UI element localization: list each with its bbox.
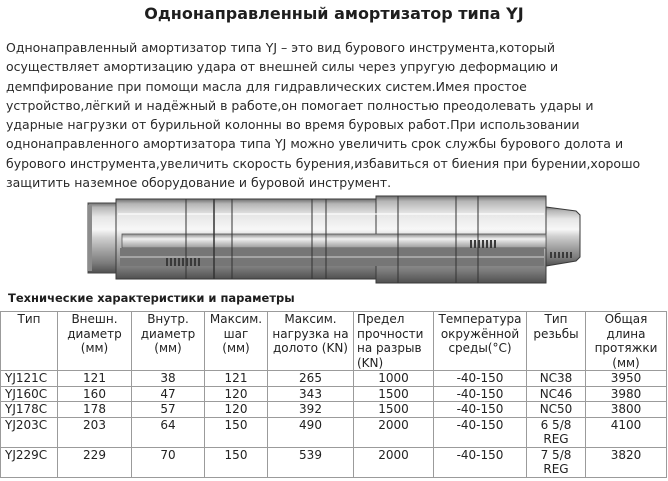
header-max-bit-load: Максим. нагрузка на долото (KN) (268, 312, 354, 371)
thread-section-pin (550, 252, 574, 258)
table-row (1, 371, 667, 387)
table-row (1, 447, 667, 477)
header-overall-length: Общая длина протяжки (мм) (586, 312, 667, 371)
cell-max-bit-load: 343 (268, 386, 354, 402)
cell-ambient-temperature: -40-150 (434, 386, 527, 402)
cell-tensile-strength: 2000 (354, 447, 434, 477)
cell-thread-type: NC46 (527, 386, 586, 402)
cell-thread-type: 7 5/8 REG (527, 447, 586, 477)
cell-max-bit-load: 265 (268, 371, 354, 387)
header-ambient-temperature: Температура окружённой среды(°C) (434, 312, 527, 371)
cell-overall-length: 3980 (586, 386, 667, 402)
cell-outer-diameter: 121 (58, 371, 132, 387)
cell-ambient-temperature: -40-150 (434, 402, 527, 418)
cell-type: YJ178C (1, 402, 58, 418)
specs-heading: Технические характеристики и параметры (8, 291, 295, 305)
cell-thread-type: NC50 (527, 402, 586, 418)
cell-inner-diameter: 64 (132, 417, 205, 447)
cell-tensile-strength: 1000 (354, 371, 434, 387)
cell-max-bit-load: 392 (268, 402, 354, 418)
header-inner-diameter: Внутр. диаметр (мм) (132, 312, 205, 371)
cell-max-bit-load: 490 (268, 417, 354, 447)
cell-tensile-strength: 1500 (354, 386, 434, 402)
thread-section-left (166, 258, 202, 266)
left-box-end (88, 203, 118, 273)
cell-type: YJ203C (1, 417, 58, 447)
header-max-stroke: Максим. шаг (мм) (205, 312, 268, 371)
cell-max-bit-load: 539 (268, 447, 354, 477)
cell-type: YJ229C (1, 447, 58, 477)
seal-rings (470, 240, 496, 248)
cell-overall-length: 4100 (586, 417, 667, 447)
cell-type: YJ160C (1, 386, 58, 402)
cell-inner-diameter: 38 (132, 371, 205, 387)
cell-ambient-temperature: -40-150 (434, 371, 527, 387)
page-title: Однонаправленный амортизатор типа YJ (144, 4, 524, 23)
table-row (1, 402, 667, 418)
cell-type: YJ121C (1, 371, 58, 387)
shock-absorber-drawing (86, 194, 584, 286)
cell-tensile-strength: 2000 (354, 417, 434, 447)
cell-ambient-temperature: -40-150 (434, 417, 527, 447)
cell-tensile-strength: 1500 (354, 402, 434, 418)
cell-inner-diameter: 70 (132, 447, 205, 477)
cell-outer-diameter: 203 (58, 417, 132, 447)
cell-overall-length: 3800 (586, 402, 667, 418)
cell-thread-type: NC38 (527, 371, 586, 387)
header-outer-diameter: Внешн. диаметр (мм) (58, 312, 132, 371)
table-row (1, 417, 667, 447)
cell-outer-diameter: 229 (58, 447, 132, 477)
intro-paragraph: Однонаправленный амортизатор типа YJ – это вид бурового инструмента,который осуществляет амортизацию удара от внешней силы через упругую деформацию и демпфирование при помощи масла для гидравлических систем.Имея простое устройство,лёгкий и надёжный в работе,он помогает полностью преодолевать удары и ударные нагрузки от бурильной колонны во время буровых работ.При использовании однонаправленного амортизатора типа YJ можно увеличить срок службы бурового долота и бурового инструмента,увеличить скорость бурения,избавиться от биения при бурении,хорошо защитить наземное оборудование и буровой инструмент. (6, 40, 641, 191)
table-row (1, 386, 667, 402)
cell-max-stroke: 150 (205, 447, 268, 477)
cell-overall-length: 3950 (586, 371, 667, 387)
header-tensile-strength: Предел прочности на разрыв (KN) (354, 312, 434, 371)
header-thread-type: Тип резьбы (527, 312, 586, 371)
cell-inner-diameter: 47 (132, 386, 205, 402)
table-header-row (1, 312, 667, 371)
specs-table (0, 311, 667, 478)
cell-max-stroke: 121 (205, 371, 268, 387)
cell-ambient-temperature: -40-150 (434, 447, 527, 477)
cell-outer-diameter: 160 (58, 386, 132, 402)
cell-thread-type: 6 5/8 REG (527, 417, 586, 447)
cell-max-stroke: 120 (205, 402, 268, 418)
cell-inner-diameter: 57 (132, 402, 205, 418)
cell-max-stroke: 150 (205, 417, 268, 447)
cell-max-stroke: 120 (205, 386, 268, 402)
cell-overall-length: 3820 (586, 447, 667, 477)
header-type: Тип (1, 312, 58, 371)
cell-outer-diameter: 178 (58, 402, 132, 418)
left-face (88, 205, 92, 271)
